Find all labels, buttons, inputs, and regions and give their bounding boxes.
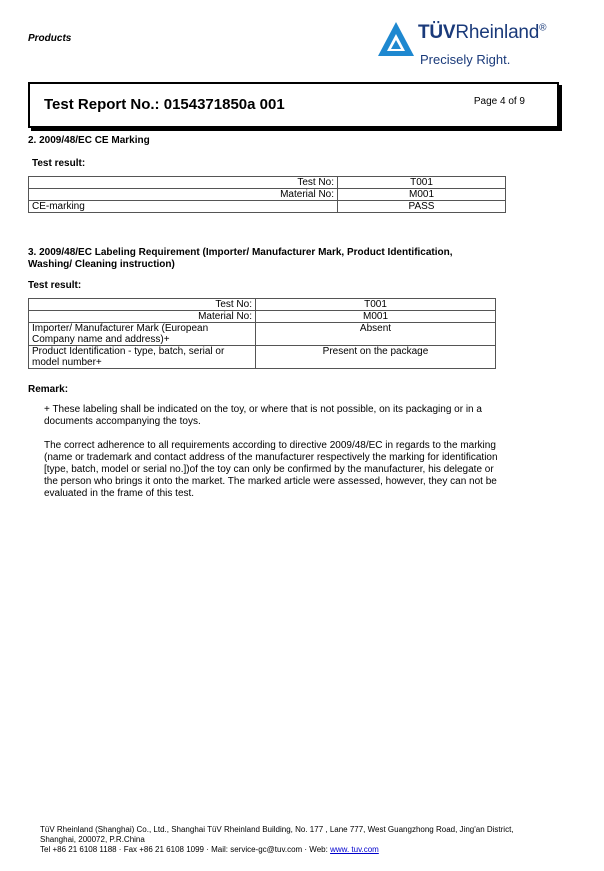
table-row <box>29 189 506 201</box>
table-row <box>29 201 506 213</box>
section2-table <box>28 176 506 213</box>
remark-paragraph-1: + These labeling shall be indicated on the toy, or where that is not possible, on its packaging or in a documents accompanying the toys. <box>44 404 482 427</box>
section2-heading: 2. 2009/48/EC CE Marking <box>28 135 150 146</box>
page-number: Page 4 of 9 <box>473 96 525 107</box>
cell-value: PASS <box>338 201 506 213</box>
cell-label: Test No: <box>29 177 338 189</box>
cell-label: Product Identification - type, batch, serial or model number+ <box>29 346 256 369</box>
cell-value: M001 <box>256 311 496 323</box>
report-title-box <box>28 82 559 128</box>
section3-table <box>28 298 496 369</box>
cell-label: CE-marking <box>29 201 338 213</box>
cell-value: M001 <box>338 189 506 201</box>
cell-label: Material No: <box>29 189 338 201</box>
tuv-logo <box>376 18 576 70</box>
page-footer: TüV Rheinland (Shanghai) Co., Ltd., Shanghai TüV Rheinland Building, No. 177 , Lane 777, West Guangzhong Road, Jing'an District, Shanghai, 200072, P.R.China Tel +86 21 6108 1188 · Fax +86 21 6108 1099 · Mail: service-gc@tuv.com · Web: www. tuv.com <box>40 825 514 854</box>
brand-tagline: Precisely Right. <box>420 52 511 67</box>
section3-heading: 3. 2009/48/EC Labeling Requirement (Importer/ Manufacturer Mark, Product Identification, Washing/ Cleaning instruction) <box>28 247 453 270</box>
cell-label: Importer/ Manufacturer Mark (European Company name and address)+ <box>29 323 256 346</box>
cell-value: T001 <box>256 299 496 311</box>
cell-value: Absent <box>256 323 496 346</box>
header-products-label: Products <box>28 33 72 44</box>
cell-label: Test No: <box>29 299 256 311</box>
table-row <box>29 311 496 323</box>
section2-result-label: Test result: <box>32 158 86 169</box>
cell-value: Present on the package <box>256 346 496 369</box>
table-row <box>29 323 496 346</box>
table-row <box>29 346 496 369</box>
cell-label: Material No: <box>29 311 256 323</box>
remark-label: Remark: <box>28 384 69 395</box>
remark-paragraph-2: The correct adherence to all requirements according to directive 2009/48/EC in regards to the marking (name or trademark and contact address of the manufacturer respectively the marking for identification [type, batch, model or serial no.])of the toy can only be confirmed by the manufacturer, his delegate or the person who brings it onto the market. The marked article were assessed, however, they can not be evaluated in the frame of this test. <box>44 440 498 499</box>
table-row <box>29 299 496 311</box>
website-link[interactable]: www. tuv.com <box>330 845 379 854</box>
cell-value: T001 <box>338 177 506 189</box>
tuv-triangle-icon <box>376 20 416 60</box>
brand-name: TÜVRheinland® <box>418 22 547 43</box>
report-number: Test Report No.: 0154371850a 001 <box>44 96 285 113</box>
table-row <box>29 177 506 189</box>
section3-result-label: Test result: <box>28 280 82 291</box>
